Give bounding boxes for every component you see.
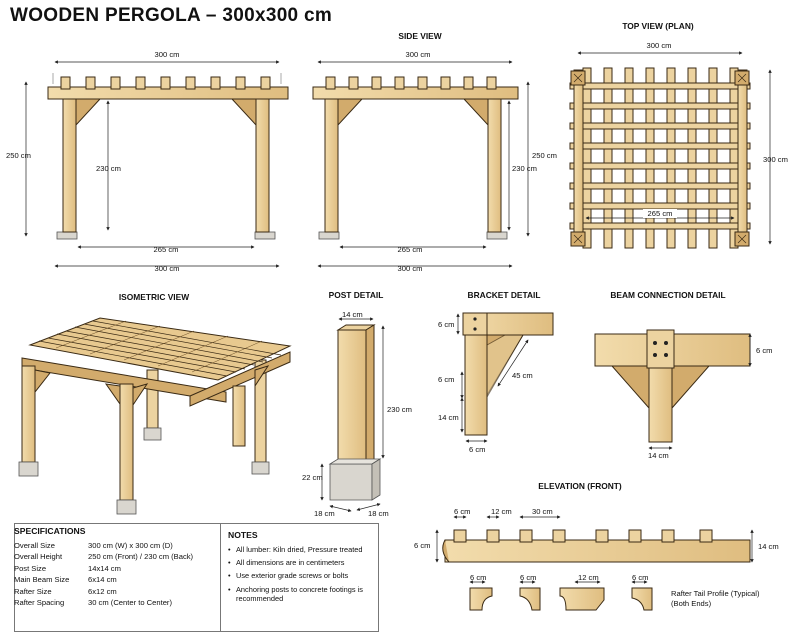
beam-connection-title: BEAM CONNECTION DETAIL	[610, 290, 726, 300]
bracket-post-width-dim: 6 cm	[469, 445, 486, 454]
side-base-width-dim: 300 cm	[397, 264, 423, 273]
box-divider	[220, 524, 221, 631]
rafter-tail-label-1: Rafter Tail Profile (Typical)	[671, 589, 760, 598]
spec-key: Overall Height	[14, 552, 63, 562]
beam-connection-detail	[595, 290, 772, 460]
elevation-front	[414, 481, 779, 610]
plan-depth-dim: 300 cm	[763, 155, 788, 164]
bracket-detail-title: BRACKET DETAIL	[467, 290, 541, 300]
elevation-title: ELEVATION (FRONT)	[538, 481, 622, 491]
beam-post-width-dim: 14 cm	[648, 451, 669, 460]
isometric-view-title: ISOMETRIC VIEW	[118, 292, 190, 302]
spec-row	[14, 574, 220, 585]
elev-end-dim: 6 cm	[414, 541, 431, 550]
bracket-brace-height-dim: 6 cm	[438, 375, 455, 384]
elev-rafter-gap-dim: 12 cm	[491, 507, 512, 516]
rafter-tail-label-2: (Both Ends)	[671, 599, 712, 608]
spec-key: Post Size	[14, 563, 47, 573]
elev-rafter-spacing-dim: 30 cm	[532, 507, 553, 516]
side-height-dim: 250 cm	[532, 151, 557, 160]
front-view	[6, 50, 288, 273]
note-item: • All dimensions are in centimeters	[228, 558, 345, 568]
notes-list	[228, 530, 378, 607]
spec-row	[14, 597, 220, 608]
top-view-title: TOP VIEW (PLAN)	[622, 21, 694, 31]
front-height-dim: 250 cm	[6, 151, 31, 160]
side-post-span-dim: 265 cm	[397, 245, 423, 254]
spec-key: Overall Size	[14, 541, 55, 550]
note-item: • All lumber: Kiln dried, Pressure treated	[228, 545, 363, 554]
side-clear-height-dim: 230 cm	[512, 164, 537, 173]
note-text: Use exterior grade screws or bolts	[236, 571, 349, 581]
tail-c-dim: 12 cm	[578, 573, 599, 582]
spec-key: Rafter Size	[14, 586, 52, 596]
footing-depth-dim: 18 cm	[368, 509, 389, 518]
notes-heading: NOTES	[228, 530, 258, 540]
spec-row	[14, 551, 220, 562]
footing-width-dim: 18 cm	[314, 509, 335, 518]
note-text: All lumber: Kiln dried, Pressure treated	[236, 545, 363, 554]
spec-key: Rafter Spacing	[14, 597, 65, 607]
front-width-dim: 300 cm	[154, 50, 180, 59]
beam-height-dim: 6 cm	[756, 346, 773, 355]
bracket-brace-length-dim: 45 cm	[512, 371, 533, 380]
specs-heading: SPECIFICATIONS	[14, 526, 86, 536]
spec-value: 6x14 cm	[88, 575, 117, 585]
post-width-dim: 14 cm	[342, 310, 363, 319]
bracket-beam-height-dim: 6 cm	[438, 320, 455, 329]
front-post-span-dim: 265 cm	[153, 245, 179, 254]
spec-value: 300 cm (W) x 300 cm (D)	[88, 541, 173, 550]
isometric-view	[19, 292, 290, 514]
side-width-dim: 300 cm	[405, 50, 431, 59]
plan-width-dim: 300 cm	[646, 41, 672, 50]
elev-height-dim: 14 cm	[758, 542, 779, 551]
post-detail	[302, 290, 412, 518]
tail-a-dim: 6 cm	[470, 573, 487, 582]
spec-row	[14, 563, 220, 574]
spec-row	[14, 586, 220, 597]
spec-value: 30 cm (Center to Center)	[88, 597, 172, 607]
bracket-post-dim: 14 cm	[438, 413, 459, 422]
side-view	[313, 31, 557, 273]
plan-post-span-dim: 265 cm	[647, 209, 673, 218]
spec-value: 14x14 cm	[88, 563, 121, 573]
spec-row	[14, 540, 220, 551]
top-view	[570, 21, 788, 248]
note-item: • Use exterior grade screws or bolts	[228, 571, 349, 581]
page-title: WOODEN PERGOLA – 300x300 cm	[10, 5, 333, 26]
note-text: All dimensions are in centimeters	[236, 558, 345, 568]
specifications-table	[14, 526, 220, 608]
front-clear-height-dim: 230 cm	[96, 164, 121, 173]
side-view-title: SIDE VIEW	[398, 31, 442, 41]
note-text: Anchoring posts to concrete footings is recommended	[236, 584, 363, 604]
tail-d-dim: 6 cm	[632, 573, 649, 582]
spec-value: 250 cm (Front) / 230 cm (Back)	[88, 552, 194, 562]
front-base-width-dim: 300 cm	[154, 264, 180, 273]
bracket-detail	[438, 290, 553, 454]
footing-height-dim: 22 cm	[302, 473, 323, 482]
post-detail-title: POST DETAIL	[328, 290, 384, 300]
tail-b-dim: 6 cm	[520, 573, 537, 582]
elev-rafter-width-dim: 6 cm	[454, 507, 471, 516]
spec-key: Main Beam Size	[14, 575, 70, 585]
spec-value: 6x12 cm	[88, 586, 117, 596]
post-height-dim: 230 cm	[387, 405, 412, 414]
note-item: • Anchoring posts to concrete footings is recommended	[228, 585, 378, 604]
